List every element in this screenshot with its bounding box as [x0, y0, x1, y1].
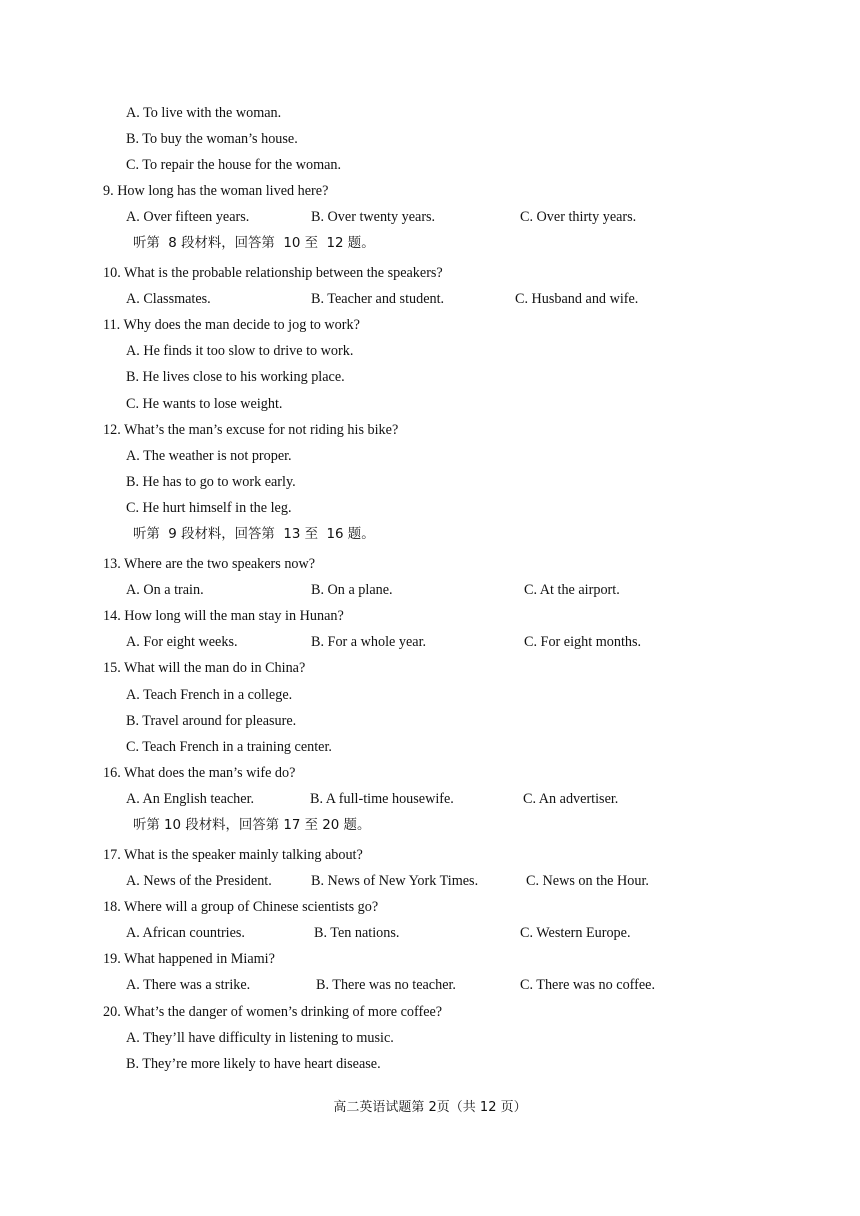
option: C. To repair the house for the woman. — [126, 157, 342, 173]
option-c: C. News on the Hour. — [526, 873, 649, 889]
question: 17. What is the speaker mainly talking about? — [103, 847, 363, 863]
option: A. He finds it too slow to drive to work. — [126, 343, 354, 359]
option-b: B. Teacher and student. — [311, 291, 445, 307]
option: B. He has to go to work early. — [126, 474, 296, 490]
option-c: C. Over thirty years. — [520, 209, 637, 225]
question: 11. Why does the man decide to jog to work? — [103, 317, 360, 333]
option-a: A. African countries. — [126, 925, 245, 941]
question: 14. How long will the man stay in Hunan? — [103, 608, 344, 624]
question: 20. What’s the danger of women’s drinking of more coffee? — [103, 1004, 443, 1020]
option-b: B. On a plane. — [311, 582, 393, 598]
option: B. Travel around for pleasure. — [126, 713, 297, 729]
option-c: C. There was no coffee. — [520, 977, 655, 993]
question: 10. What is the probable relationship between the speakers? — [103, 265, 443, 281]
option-c: C. Western Europe. — [520, 925, 631, 941]
option: C. Teach French in a training center. — [126, 739, 332, 755]
question: 13. Where are the two speakers now? — [103, 556, 316, 572]
question: 19. What happened in Miami? — [103, 951, 275, 967]
section-instruction: 听第 9 段材料，回答第 13 至 16 题。 — [133, 527, 375, 542]
option: A. The weather is not proper. — [126, 448, 292, 464]
option-b: B. For a whole year. — [311, 634, 427, 650]
option-c: C. At the airport. — [524, 582, 620, 598]
option-b: B. A full-time housewife. — [310, 791, 454, 807]
option: A. To live with the woman. — [126, 105, 282, 121]
option-b: B. There was no teacher. — [316, 977, 456, 993]
option-b: B. News of New York Times. — [311, 873, 479, 889]
question: 9. How long has the woman lived here? — [103, 183, 329, 199]
option-a: A. Over fifteen years. — [126, 209, 250, 225]
option: A. Teach French in a college. — [126, 687, 293, 703]
option-a: A. News of the President. — [126, 873, 272, 889]
option: B. They’re more likely to have heart disease. — [126, 1056, 381, 1072]
option-c: C. An advertiser. — [523, 791, 619, 807]
question: 15. What will the man do in China? — [103, 660, 306, 676]
option-c: C. Husband and wife. — [515, 291, 639, 307]
option-a: A. On a train. — [126, 582, 204, 598]
section-instruction: 听第 8 段材料，回答第 10 至 12 题。 — [133, 236, 375, 251]
question: 16. What does the man’s wife do? — [103, 765, 296, 781]
option-b: B. Ten nations. — [314, 925, 400, 941]
option: A. They’ll have difficulty in listening to music. — [126, 1030, 394, 1046]
option: C. He hurt himself in the leg. — [126, 500, 292, 516]
page-footer: 高二英语试题第 2页（共 12 页） — [333, 1100, 527, 1115]
option-a: A. An English teacher. — [126, 791, 255, 807]
option: C. He wants to lose weight. — [126, 396, 283, 412]
option: B. To buy the woman’s house. — [126, 131, 298, 147]
option-a: A. There was a strike. — [126, 977, 251, 993]
option: B. He lives close to his working place. — [126, 369, 345, 385]
option-a: A. Classmates. — [126, 291, 211, 307]
question: 12. What’s the man’s excuse for not riding his bike? — [103, 422, 399, 438]
option-c: C. For eight months. — [524, 634, 642, 650]
question: 18. Where will a group of Chinese scientists go? — [103, 899, 379, 915]
option-a: A. For eight weeks. — [126, 634, 238, 650]
option-b: B. Over twenty years. — [311, 209, 436, 225]
section-instruction: 听第 10 段材料，回答第 17 至 20 题。 — [133, 818, 371, 833]
